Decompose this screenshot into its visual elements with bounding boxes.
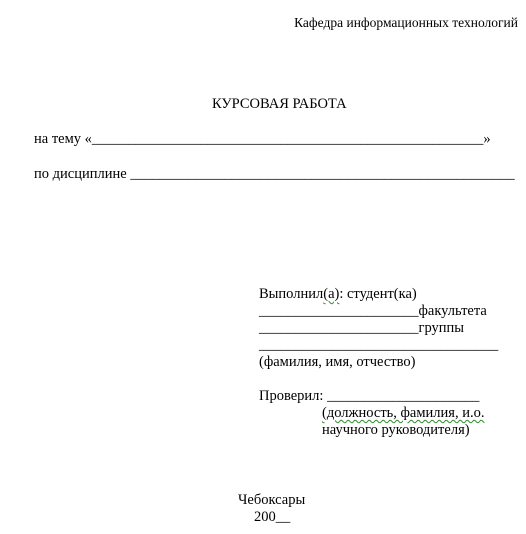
performer-label — [259, 286, 417, 303]
name-hint: (фамилия, имя, отчество) — [259, 354, 416, 370]
department-header: Кафедра информационных технологий — [294, 15, 518, 30]
footer-year: 200__ — [254, 509, 291, 525]
faculty-line — [259, 303, 487, 320]
faculty-blank: ______________________ — [259, 303, 419, 319]
reviewer-label: Проверил: — [259, 388, 328, 404]
discipline-line — [34, 166, 515, 183]
reviewer-blank: _____________________ — [327, 388, 480, 404]
performer-label-start: Выполнил — [259, 286, 324, 302]
discipline-blank: _____________________________________________________ — [130, 166, 515, 182]
footer-city: Чебоксары — [238, 492, 306, 508]
faculty-label: факультета — [418, 303, 487, 319]
topic-prefix: на тему « — [34, 131, 92, 147]
topic-blank: ______________________________________________________ — [91, 131, 484, 147]
name-blank: _________________________________ — [259, 337, 499, 353]
reviewer-line — [259, 388, 479, 405]
document-title: КУРСОВАЯ РАБОТА — [212, 96, 347, 112]
reviewer-hint-line1: (должность, фамилия, и.о. — [322, 405, 485, 421]
discipline-prefix: по дисциплине — [34, 166, 131, 182]
group-line — [259, 320, 464, 337]
reviewer-hint-line2: научного руководителя) — [322, 422, 470, 438]
performer-label-end: : студент(ка) — [339, 286, 417, 302]
group-label: группы — [418, 320, 465, 336]
group-blank: ______________________ — [259, 320, 419, 336]
topic-suffix: » — [483, 131, 491, 147]
topic-line — [34, 131, 491, 148]
performer-label-mark: (а) — [323, 286, 340, 302]
